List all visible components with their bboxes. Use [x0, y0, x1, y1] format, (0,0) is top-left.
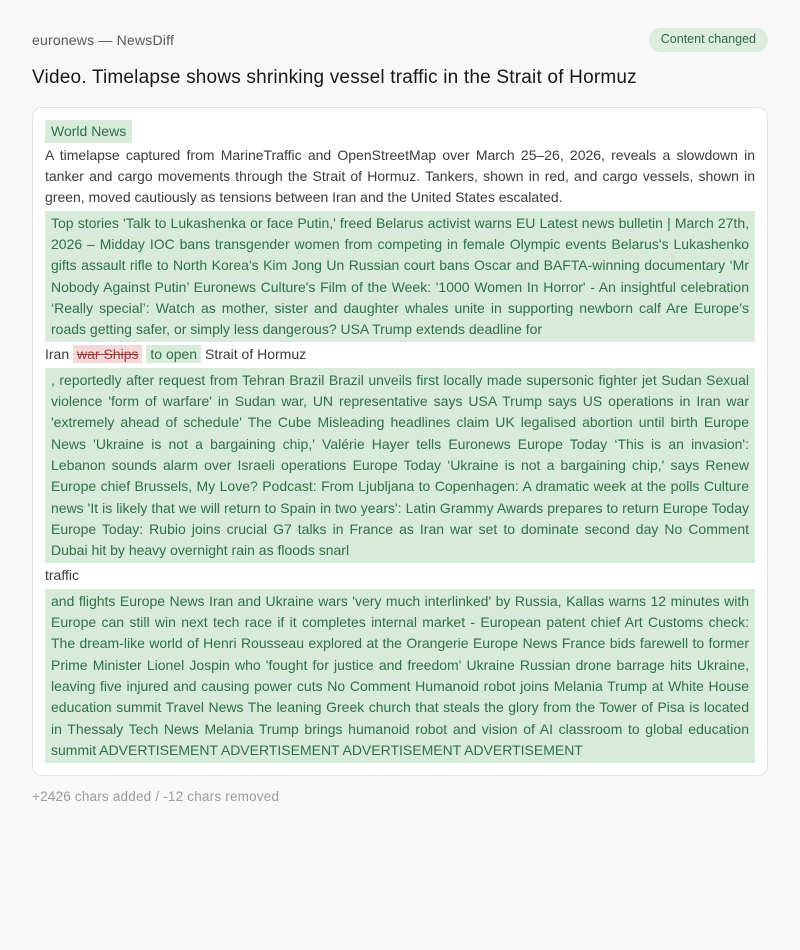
unchanged-text-before: Iran	[45, 346, 70, 363]
unchanged-text-after: Strait of Hormuz	[204, 346, 307, 363]
page-header	[32, 28, 768, 52]
unchanged-word: traffic	[45, 567, 79, 584]
added-text-block-1: Top stories 'Talk to Lukashenka or face Putin,' freed Belarus activist warns EU Latest news bulletin | March 27th, 2026 – Midday IOC bans transgender women from competing in female Olympic events Belarus's Lukashenko gifts assault rifle to North Korea's Kim Jong Un Russian court bans Oscar and BAFTA-winning documentary ‘Mr Nobody Against Putin’ Euronews Culture's Film of the Week: '1000 Women In Horror' - An insightful celebration ‘Really special’: Watch as mother, sister and daughter whales unite in supporting newborn calf Are Europe’s roads getting safer, or simply less dangerous? USA Trump extends deadline for	[45, 211, 755, 343]
diff-stats: +2426 chars added / -12 chars removed	[32, 789, 280, 805]
added-text-block-3: and flights Europe News Iran and Ukraine wars 'very much interlinked' by Russia, Kallas warns 12 minutes with Europe can still win next tech race if it completes internal market - European patent chief Art Customs check: The dream-like world of Henri Rousseau explored at the Orangerie Europe News France bids farewell to former Prime Minister Lionel Jospin who 'fought for justice and freedom' Ukraine Russian drone barrage hits Ukraine, leaving five injured and causing power cuts No Comment Humanoid robot joins Melania Trump at White House education summit Travel News The leaning Greek church that steals the glory from the Tower of Pisa is located in Thessaly Tech News Melania Trump brings humanoid robot and vision of AI classroom to global education summit ADVERTISEMENT ADVERTISEMENT ADVERTISEMENT ADVERTISEMENT	[45, 589, 755, 763]
added-text-inline: to open	[146, 345, 201, 363]
article-title: Video. Timelapse shows shrinking vessel traffic in the Strait of Hormuz	[32, 66, 637, 88]
removed-text: war Ships	[73, 345, 142, 363]
site-label: euronews — NewsDiff	[32, 31, 175, 48]
category-line	[45, 120, 755, 143]
content-changed-badge: Content changed	[649, 28, 768, 52]
intro-paragraph: A timelapse captured from MarineTraffic and OpenStreetMap over March 25–26, 2026, reveals a slowdown in tanker and cargo movements through the Strait of Hormuz. Tankers, shown in red, and cargo vessels, shown in green, moved cautiously as tensions between Iran and the United States escalated.	[45, 146, 755, 206]
added-text-block-2: , reportedly after request from Tehran Brazil Brazil unveils first locally made supersonic fighter jet Sudan Sexual violence 'form of warfare' in Sudan war, UN representative says USA Trump says US operations in Iran war 'extremely ahead of schedule' The Cube Misleading headlines claim UK legalised abortion until birth Europe News 'Ukraine is not a bargaining chip,' Valérie Hayer tells Euronews Europe Today ‘This is an invasion': Lebanon sounds alarm over Israeli operations Europe Today ‘Ukraine is not a bargaining chip,' says Renew Europe chief Brussels, My Love? Podcast: From Ljubljana to Copenhagen: A dramatic week at the polls Culture news 'It is likely that we will return to Spain in two years': Latin Grammy Awards prepares to return Europe Today Europe Today: Rubio joins crucial G7 talks in France as Iran war set to dominate second day No Comment Dubai hit by heavy overnight rain as floods snarl	[45, 368, 755, 564]
mixed-diff-line	[45, 344, 755, 365]
diff-card	[32, 107, 768, 777]
category-label-added: World News	[45, 120, 132, 143]
